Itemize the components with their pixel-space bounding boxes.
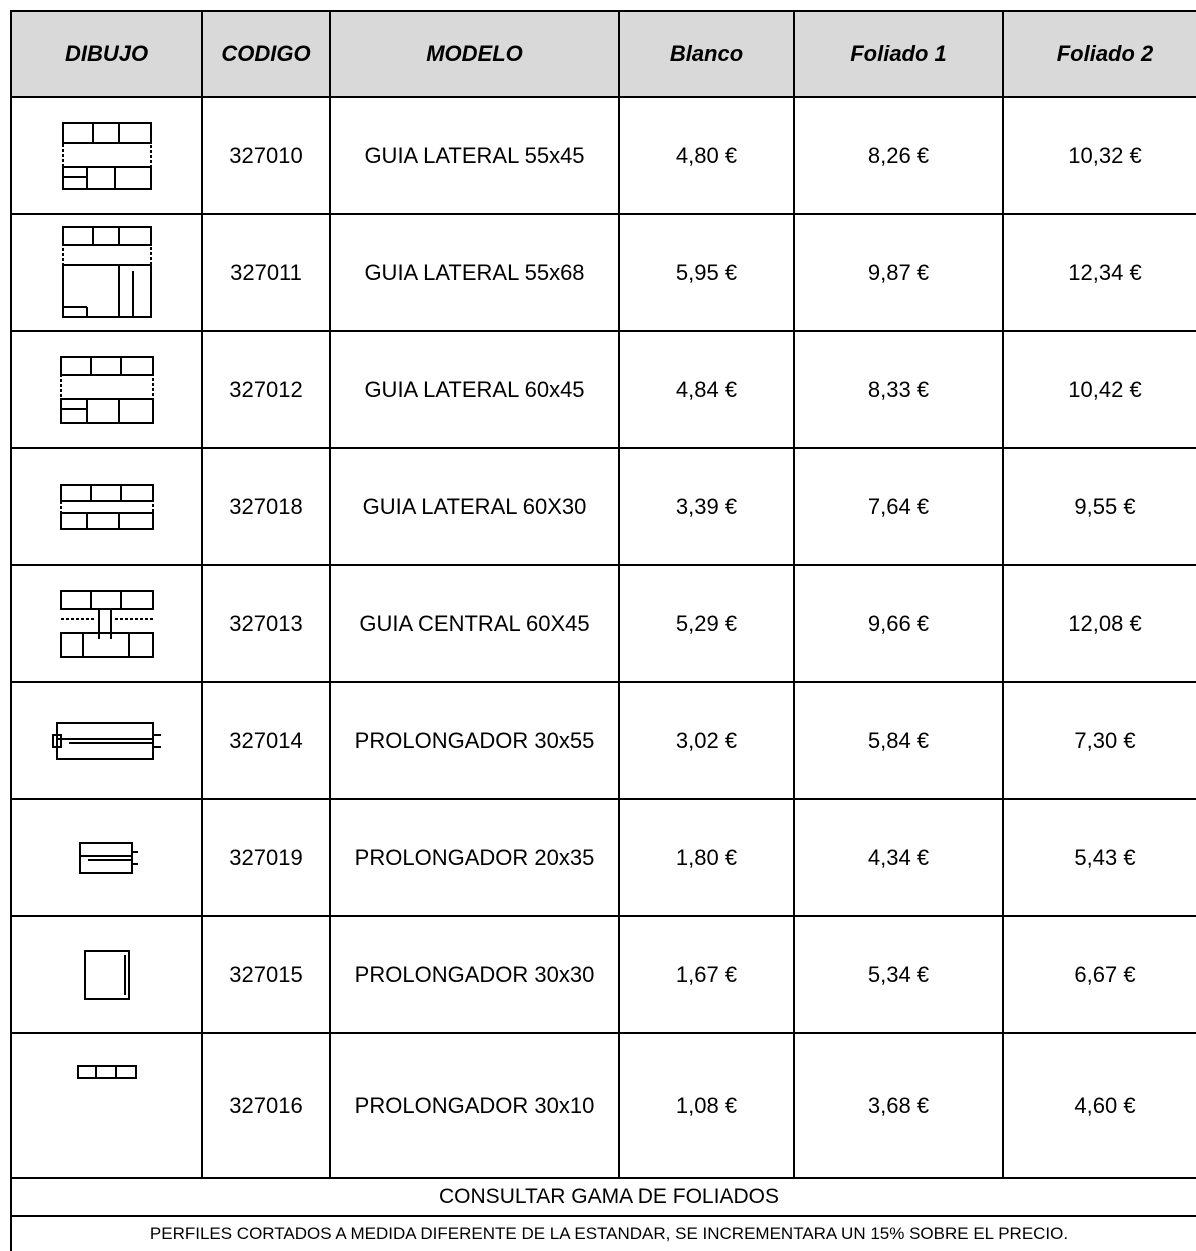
guia-lateral-60x45-profile-icon xyxy=(55,351,159,429)
drawing-cell xyxy=(11,1033,202,1178)
code-cell: 327015 xyxy=(202,916,330,1033)
header-white: Blanco xyxy=(619,11,794,97)
table-row xyxy=(11,682,1196,799)
foil-2-price-cell: 5,43 € xyxy=(1003,799,1196,916)
price-table xyxy=(10,10,1196,1251)
foil-range-note: CONSULTAR GAMA DE FOLIADOS xyxy=(11,1178,1196,1216)
guia-lateral-60x30-profile-icon xyxy=(55,481,159,533)
code-cell: 327016 xyxy=(202,1033,330,1178)
code-cell: 327013 xyxy=(202,565,330,682)
foil-range-note-row xyxy=(11,1178,1196,1216)
foil-1-price-cell: 8,26 € xyxy=(794,97,1003,214)
prolongador-30x55-profile-icon xyxy=(49,717,165,765)
table-row xyxy=(11,916,1196,1033)
drawing-cell xyxy=(11,799,202,916)
price-table-frame xyxy=(10,10,1196,1251)
white-price-cell: 1,08 € xyxy=(619,1033,794,1178)
model-cell: GUIA LATERAL 60X30 xyxy=(330,448,619,565)
white-price-cell: 4,80 € xyxy=(619,97,794,214)
code-cell: 327012 xyxy=(202,331,330,448)
model-cell: GUIA LATERAL 55x68 xyxy=(330,214,619,331)
foil-2-price-cell: 4,60 € xyxy=(1003,1033,1196,1178)
table-row xyxy=(11,97,1196,214)
drawing-cell xyxy=(11,97,202,214)
foil-2-price-cell: 12,34 € xyxy=(1003,214,1196,331)
foil-1-price-cell: 7,64 € xyxy=(794,448,1003,565)
white-price-cell: 3,39 € xyxy=(619,448,794,565)
foil-1-price-cell: 9,87 € xyxy=(794,214,1003,331)
foil-1-price-cell: 8,33 € xyxy=(794,331,1003,448)
code-cell: 327010 xyxy=(202,97,330,214)
code-cell: 327011 xyxy=(202,214,330,331)
white-price-cell: 4,84 € xyxy=(619,331,794,448)
table-row xyxy=(11,214,1196,331)
custom-cut-note-row xyxy=(11,1216,1196,1251)
prolongador-30x30-profile-icon xyxy=(79,947,135,1003)
code-cell: 327019 xyxy=(202,799,330,916)
table-row xyxy=(11,799,1196,916)
guia-lateral-55x45-profile-icon xyxy=(57,117,157,195)
table-row xyxy=(11,565,1196,682)
table-row xyxy=(11,331,1196,448)
drawing-cell xyxy=(11,565,202,682)
model-cell: GUIA LATERAL 55x45 xyxy=(330,97,619,214)
drawing-cell xyxy=(11,448,202,565)
white-price-cell: 1,80 € xyxy=(619,799,794,916)
guia-central-60x45-profile-icon xyxy=(55,585,159,663)
foil-2-price-cell: 9,55 € xyxy=(1003,448,1196,565)
model-cell: PROLONGADOR 30x55 xyxy=(330,682,619,799)
model-cell: GUIA CENTRAL 60X45 xyxy=(330,565,619,682)
model-cell: GUIA LATERAL 60x45 xyxy=(330,331,619,448)
header-foil-2: Foliado 2 xyxy=(1003,11,1196,97)
foil-2-price-cell: 12,08 € xyxy=(1003,565,1196,682)
model-cell: PROLONGADOR 30x30 xyxy=(330,916,619,1033)
white-price-cell: 1,67 € xyxy=(619,916,794,1033)
code-cell: 327014 xyxy=(202,682,330,799)
model-cell: PROLONGADOR 20x35 xyxy=(330,799,619,916)
guia-lateral-55x68-profile-icon xyxy=(57,223,157,323)
foil-1-price-cell: 3,68 € xyxy=(794,1033,1003,1178)
foil-1-price-cell: 9,66 € xyxy=(794,565,1003,682)
prolongador-20x35-profile-icon xyxy=(72,837,142,879)
header-foil-1: Foliado 1 xyxy=(794,11,1003,97)
header-code: CODIGO xyxy=(202,11,330,97)
header-model: MODELO xyxy=(330,11,619,97)
foil-2-price-cell: 10,32 € xyxy=(1003,97,1196,214)
foil-2-price-cell: 10,42 € xyxy=(1003,331,1196,448)
white-price-cell: 5,95 € xyxy=(619,214,794,331)
foil-2-price-cell: 6,67 € xyxy=(1003,916,1196,1033)
drawing-cell xyxy=(11,331,202,448)
drawing-cell xyxy=(11,214,202,331)
table-row xyxy=(11,1033,1196,1178)
foil-1-price-cell: 5,84 € xyxy=(794,682,1003,799)
foil-1-price-cell: 5,34 € xyxy=(794,916,1003,1033)
drawing-cell xyxy=(11,682,202,799)
table-row xyxy=(11,448,1196,565)
header-row xyxy=(11,11,1196,97)
header-drawing: DIBUJO xyxy=(11,11,202,97)
white-price-cell: 5,29 € xyxy=(619,565,794,682)
drawing-cell xyxy=(11,916,202,1033)
foil-1-price-cell: 4,34 € xyxy=(794,799,1003,916)
model-cell: PROLONGADOR 30x10 xyxy=(330,1033,619,1178)
prolongador-30x10-profile-icon xyxy=(74,1062,140,1082)
foil-2-price-cell: 7,30 € xyxy=(1003,682,1196,799)
white-price-cell: 3,02 € xyxy=(619,682,794,799)
custom-cut-note: PERFILES CORTADOS A MEDIDA DIFERENTE DE LA ESTANDAR, SE INCREMENTARA UN 15% SOBRE EL PRECIO. xyxy=(11,1216,1196,1251)
code-cell: 327018 xyxy=(202,448,330,565)
